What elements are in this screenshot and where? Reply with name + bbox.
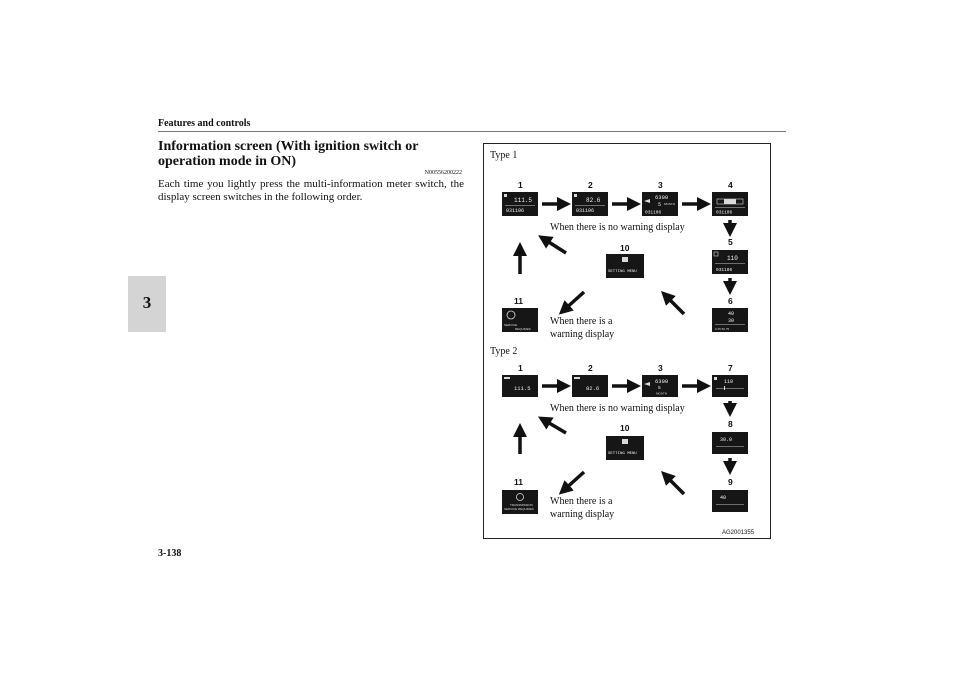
type2-screen-9-main: 40 [720, 495, 727, 501]
type1-number-11: 11 [514, 296, 523, 306]
type2-screen-7-main: 110 [724, 379, 734, 385]
arrow-to-11-warning [564, 292, 584, 310]
type1-screen-6-top: 40 [728, 311, 735, 317]
type1-screen-5-main: 110 [727, 255, 738, 262]
type1-number-2: 2 [588, 180, 593, 190]
reference-code: N00556200222 [424, 170, 462, 176]
type1-screen-10 [606, 254, 644, 278]
page-number: 3-138 [158, 548, 182, 559]
type2-screen-3-mid: 5 [658, 386, 661, 391]
display-sequence-figure [483, 143, 771, 539]
type1-screen-3-main: 6300 [655, 194, 669, 201]
type1-screen-5-sub: 031106 [716, 268, 733, 273]
type1-screen-11-line1: SERVICE [504, 323, 518, 327]
arrow-9-to-10 [666, 476, 684, 494]
type1-screen-11 [502, 308, 538, 332]
type1-screen-1-sub: 031106 [506, 208, 525, 214]
type2-screen-10-text: SETTING MENU [608, 452, 637, 456]
type1-screen-6-scale: 0 25 50 75 [715, 327, 730, 331]
type2-caption-warning-2: warning display [550, 509, 615, 520]
type2-number-7: 7 [728, 363, 733, 373]
type2-label: Type 2 [490, 346, 518, 357]
arrow-to-1-no-warning [544, 239, 566, 253]
chapter-tab [128, 276, 166, 332]
type2-screen-11-line1: TRANSMISSION [510, 503, 533, 507]
type1-number-6: 6 [728, 296, 733, 306]
type1-caption-no-warning: When there is no warning display [550, 222, 685, 233]
running-header: Features and controls [158, 118, 251, 129]
type1-screen-3-mid: 5 [658, 202, 662, 208]
type2-number-2: 2 [588, 363, 593, 373]
type2-screen-1-main: 111.5 [514, 385, 531, 392]
type1-screen-6 [712, 308, 748, 332]
type1-number-5: 5 [728, 237, 733, 247]
type1-caption-warning-1: When there is a [550, 316, 613, 327]
type2-number-10: 10 [620, 423, 630, 433]
type2-screen-8-main: 30.0 [720, 437, 733, 443]
type2-caption-warning-1: When there is a [550, 496, 613, 507]
type1-number-4: 4 [728, 180, 733, 190]
type1-screen-3-unit: MONTH [664, 202, 675, 206]
figure-id: AG2001355 [722, 530, 755, 536]
type2-screen-3-unit: MONTH [656, 391, 667, 396]
toolbox-icon [622, 439, 628, 444]
arrow-to-1-no-warning [544, 420, 566, 433]
type2-screen-3-main: 6300 [655, 378, 669, 385]
header-rule [158, 131, 786, 132]
type1-screen-4 [712, 192, 748, 216]
type2-screen-7 [712, 375, 748, 397]
type2-screen-11-line2: SERVICE REQUIRED [504, 507, 534, 511]
type1-screen-11-line2: REQUIRED [515, 327, 531, 331]
type2-screen-2 [572, 375, 608, 397]
type1-screen-1 [502, 192, 538, 216]
type1-screen-3-sub: 031106 [645, 210, 662, 216]
type2-number-9: 9 [728, 477, 733, 487]
type2-screen-8 [712, 432, 748, 454]
type2-number-1: 1 [518, 363, 523, 373]
type1-screen-3 [642, 192, 678, 216]
type1-screen-2 [572, 192, 608, 216]
type2-number-8: 8 [728, 419, 733, 429]
type1-screen-4-sub: 031106 [716, 210, 733, 216]
figure-canvas [484, 144, 770, 538]
type2-number-11: 11 [514, 477, 523, 487]
type1-caption-warning-2: warning display [550, 329, 615, 340]
type1-number-1: 1 [518, 180, 523, 190]
arrow-to-11-warning [564, 472, 584, 490]
type1-number-10: 10 [620, 243, 630, 253]
chapter-number: 3 [142, 293, 152, 312]
type1-screen-1-main: 111.5 [514, 197, 533, 204]
section-heading: Information screen (With ignition switch or operation mode in ON) [158, 139, 419, 169]
arrow-6-to-10 [666, 296, 684, 314]
type2-screen-1 [502, 375, 538, 397]
type2-screen-11 [502, 490, 538, 514]
body-paragraph: Each time you lightly press the multi-information meter switch, the display screen switches in the following order. [158, 178, 464, 203]
type2-screen-2-main: 82.6 [586, 385, 600, 392]
type1-screen-5 [712, 250, 748, 274]
type1-number-3: 3 [658, 180, 663, 190]
type1-screen-2-main: 82.6 [586, 197, 601, 204]
type2-caption-no-warning: When there is no warning display [550, 403, 685, 414]
type2-screen-9 [712, 490, 748, 512]
type2-number-3: 3 [658, 363, 663, 373]
type1-screen-2-sub: 031106 [576, 208, 595, 214]
type2-screen-10 [606, 436, 644, 460]
type1-screen-10-text: SETTING MENU [608, 270, 637, 274]
toolbox-icon [622, 257, 628, 262]
type1-screen-6-mid: 30 [728, 318, 735, 324]
type1-label: Type 1 [490, 150, 518, 161]
type2-screen-3 [642, 375, 678, 397]
